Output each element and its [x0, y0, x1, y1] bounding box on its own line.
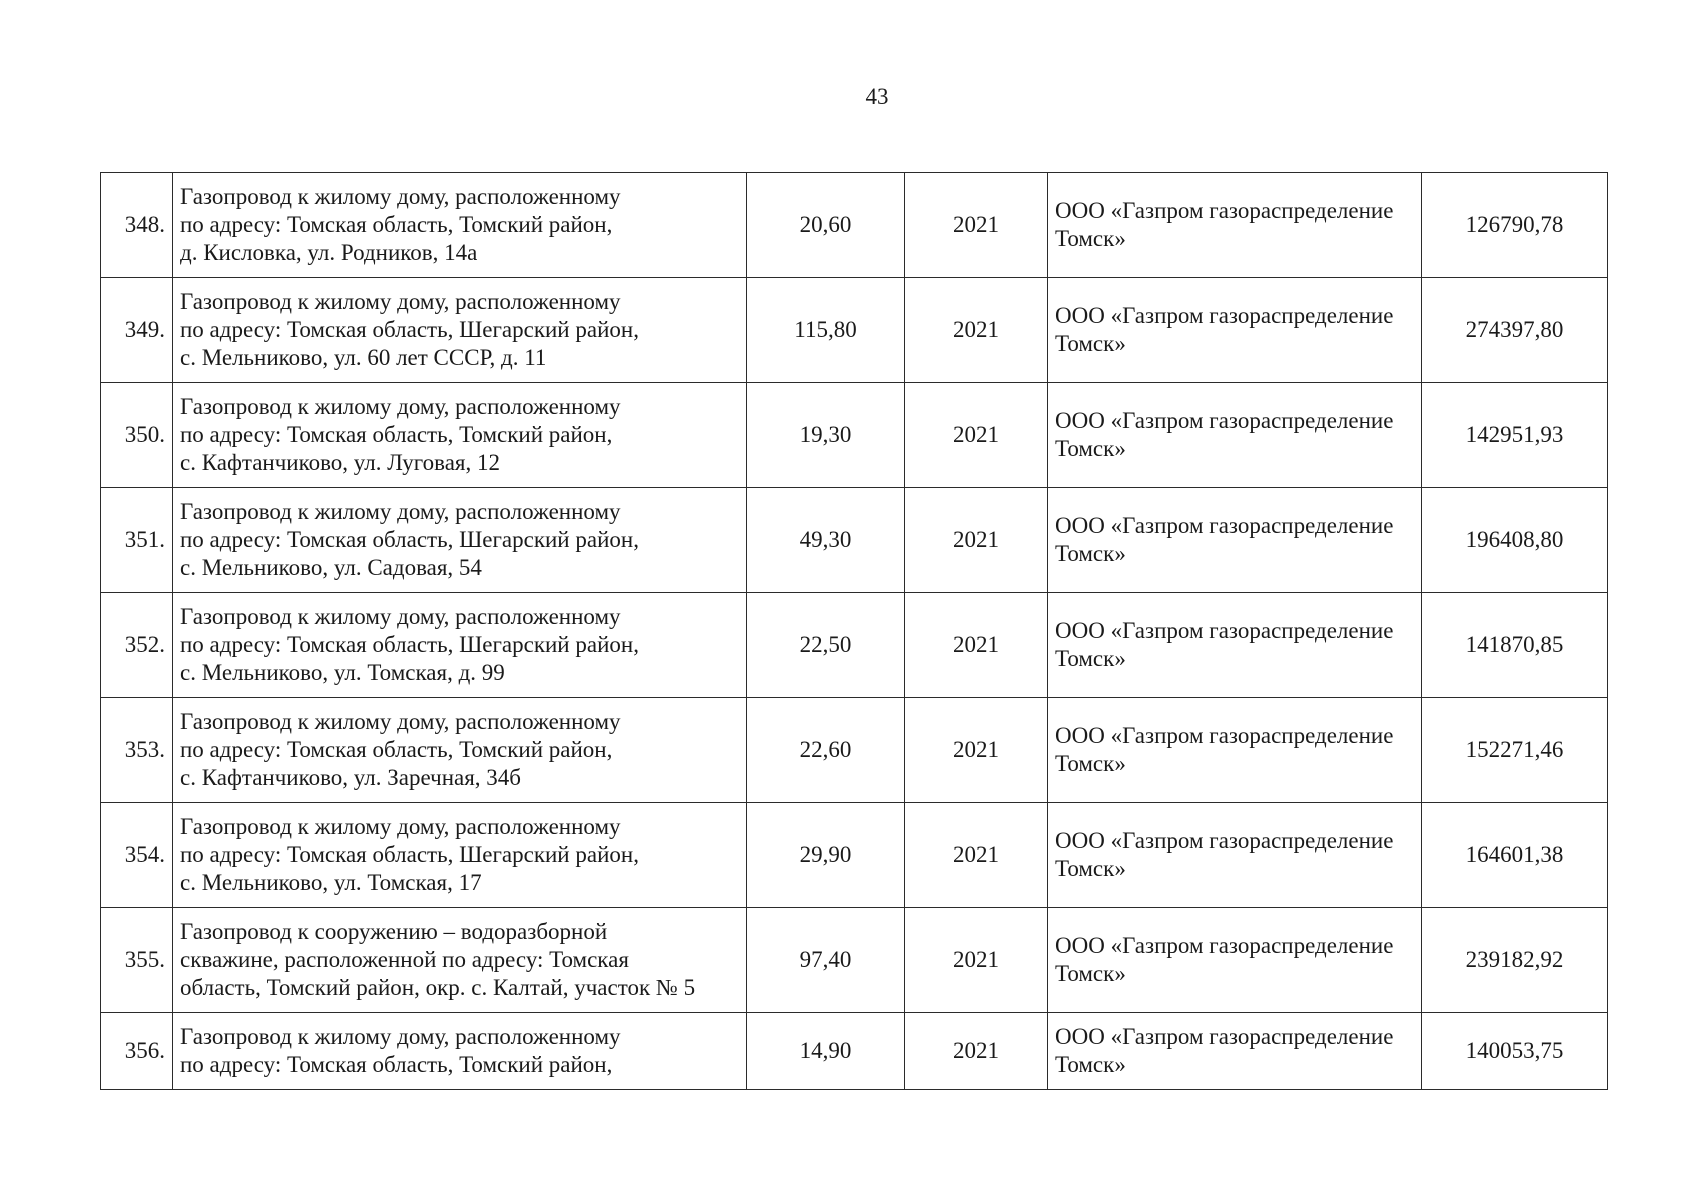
- length-cell: 14,90: [747, 1013, 905, 1090]
- organization-line: ООО «Газпром газораспределение: [1055, 828, 1394, 853]
- organization-cell: [1048, 908, 1422, 1013]
- description-line: по адресу: Томская область, Томский район,: [180, 422, 613, 447]
- row-number-cell: 353.: [101, 698, 173, 803]
- length-cell: 97,40: [747, 908, 905, 1013]
- organization-cell: [1048, 278, 1422, 383]
- amount-cell: 142951,93: [1422, 383, 1608, 488]
- table-row: [101, 908, 1608, 1013]
- description-line: по адресу: Томская область, Томский район,: [180, 212, 613, 237]
- description-line: с. Мельниково, ул. Садовая, 54: [180, 555, 482, 580]
- row-number-cell: 354.: [101, 803, 173, 908]
- year-cell: 2021: [905, 593, 1048, 698]
- object-description-cell: [173, 488, 747, 593]
- table-row: [101, 698, 1608, 803]
- organization-line: Томск»: [1055, 541, 1126, 566]
- organization-line: Томск»: [1055, 226, 1126, 251]
- row-number-cell: 352.: [101, 593, 173, 698]
- description-line: Газопровод к жилому дому, расположенному: [180, 394, 621, 419]
- organization-line: ООО «Газпром газораспределение: [1055, 303, 1394, 328]
- organization-line: Томск»: [1055, 331, 1126, 356]
- organization-line: Томск»: [1055, 646, 1126, 671]
- organization-cell: [1048, 698, 1422, 803]
- description-line: область, Томский район, окр. с. Калтай, участок № 5: [180, 975, 696, 1000]
- table-row: [101, 593, 1608, 698]
- organization-line: Томск»: [1055, 961, 1126, 986]
- description-line: по адресу: Томская область, Томский район,: [180, 1052, 613, 1077]
- table-row: [101, 173, 1608, 278]
- organization-cell: [1048, 173, 1422, 278]
- row-number-cell: 356.: [101, 1013, 173, 1090]
- year-cell: 2021: [905, 1013, 1048, 1090]
- organization-line: ООО «Газпром газораспределение: [1055, 198, 1394, 223]
- description-line: скважине, расположенной по адресу: Томская: [180, 947, 629, 972]
- year-cell: 2021: [905, 698, 1048, 803]
- organization-line: Томск»: [1055, 856, 1126, 881]
- description-line: Газопровод к жилому дому, расположенному: [180, 184, 621, 209]
- amount-cell: 141870,85: [1422, 593, 1608, 698]
- amount-cell: 126790,78: [1422, 173, 1608, 278]
- amount-cell: 274397,80: [1422, 278, 1608, 383]
- description-line: с. Кафтанчиково, ул. Луговая, 12: [180, 450, 500, 475]
- table-row: [101, 383, 1608, 488]
- description-line: Газопровод к жилому дому, расположенному: [180, 1024, 621, 1049]
- organization-line: ООО «Газпром газораспределение: [1055, 933, 1394, 958]
- amount-cell: 239182,92: [1422, 908, 1608, 1013]
- organization-cell: [1048, 593, 1422, 698]
- row-number-cell: 351.: [101, 488, 173, 593]
- object-description-cell: [173, 803, 747, 908]
- table-row: [101, 278, 1608, 383]
- description-line: по адресу: Томская область, Шегарский район,: [180, 317, 639, 342]
- description-line: Газопровод к жилому дому, расположенному: [180, 289, 621, 314]
- length-cell: 115,80: [747, 278, 905, 383]
- row-number-cell: 355.: [101, 908, 173, 1013]
- length-cell: 49,30: [747, 488, 905, 593]
- year-cell: 2021: [905, 908, 1048, 1013]
- table-row: [101, 1013, 1608, 1090]
- description-line: Газопровод к сооружению – водоразборной: [180, 919, 608, 944]
- amount-cell: 196408,80: [1422, 488, 1608, 593]
- amount-cell: 140053,75: [1422, 1013, 1608, 1090]
- row-number-cell: 350.: [101, 383, 173, 488]
- year-cell: 2021: [905, 278, 1048, 383]
- organization-line: Томск»: [1055, 436, 1126, 461]
- organization-cell: [1048, 803, 1422, 908]
- object-description-cell: [173, 593, 747, 698]
- row-number-cell: 348.: [101, 173, 173, 278]
- object-description-cell: [173, 278, 747, 383]
- description-line: по адресу: Томская область, Шегарский район,: [180, 632, 639, 657]
- description-line: с. Мельниково, ул. Томская, д. 99: [180, 660, 505, 685]
- description-line: по адресу: Томская область, Шегарский район,: [180, 842, 639, 867]
- amount-cell: 164601,38: [1422, 803, 1608, 908]
- description-line: с. Мельниково, ул. Томская, 17: [180, 870, 482, 895]
- year-cell: 2021: [905, 488, 1048, 593]
- description-line: по адресу: Томская область, Шегарский район,: [180, 527, 639, 552]
- object-description-cell: [173, 383, 747, 488]
- organization-line: Томск»: [1055, 751, 1126, 776]
- description-line: Газопровод к жилому дому, расположенному: [180, 499, 621, 524]
- year-cell: 2021: [905, 383, 1048, 488]
- description-line: с. Мельниково, ул. 60 лет СССР, д. 11: [180, 345, 547, 370]
- table-row: [101, 488, 1608, 593]
- object-description-cell: [173, 698, 747, 803]
- table-row: [101, 803, 1608, 908]
- description-line: с. Кафтанчиково, ул. Заречная, 34б: [180, 765, 521, 790]
- amount-cell: 152271,46: [1422, 698, 1608, 803]
- row-number-cell: 349.: [101, 278, 173, 383]
- description-line: Газопровод к жилому дому, расположенному: [180, 814, 621, 839]
- length-cell: 29,90: [747, 803, 905, 908]
- year-cell: 2021: [905, 173, 1048, 278]
- length-cell: 22,50: [747, 593, 905, 698]
- organization-line: ООО «Газпром газораспределение: [1055, 618, 1394, 643]
- organization-cell: [1048, 383, 1422, 488]
- year-cell: 2021: [905, 803, 1048, 908]
- organization-cell: [1048, 488, 1422, 593]
- organization-line: ООО «Газпром газораспределение: [1055, 1024, 1394, 1049]
- organization-line: ООО «Газпром газораспределение: [1055, 408, 1394, 433]
- description-line: д. Кисловка, ул. Родников, 14а: [180, 240, 478, 265]
- organization-cell: [1048, 1013, 1422, 1090]
- length-cell: 22,60: [747, 698, 905, 803]
- description-line: Газопровод к жилому дому, расположенному: [180, 709, 621, 734]
- table-body: [101, 173, 1608, 1090]
- organization-line: ООО «Газпром газораспределение: [1055, 723, 1394, 748]
- length-cell: 19,30: [747, 383, 905, 488]
- object-description-cell: [173, 908, 747, 1013]
- object-description-cell: [173, 1013, 747, 1090]
- gas-pipeline-table: [100, 172, 1608, 1090]
- length-cell: 20,60: [747, 173, 905, 278]
- object-description-cell: [173, 173, 747, 278]
- organization-line: ООО «Газпром газораспределение: [1055, 513, 1394, 538]
- description-line: по адресу: Томская область, Томский район,: [180, 737, 613, 762]
- page-number: 43: [865, 84, 889, 109]
- organization-line: Томск»: [1055, 1052, 1126, 1077]
- description-line: Газопровод к жилому дому, расположенному: [180, 604, 621, 629]
